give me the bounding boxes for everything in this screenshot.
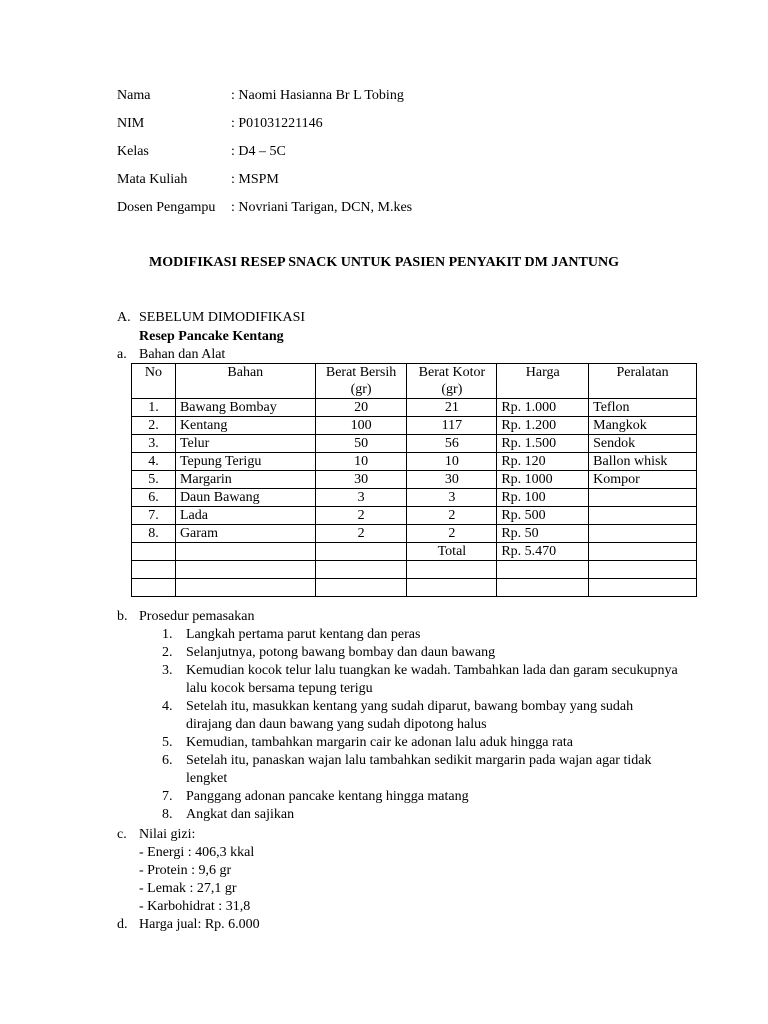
cell-peralatan — [589, 489, 697, 507]
list-item — [162, 644, 682, 662]
table-header-row — [132, 364, 697, 399]
table-row — [132, 489, 697, 507]
list-item — [162, 626, 682, 644]
list-item — [162, 734, 682, 752]
cell-no — [132, 561, 176, 579]
table-row — [132, 417, 697, 435]
header-bahan: Bahan — [175, 364, 315, 399]
cell-harga: Rp. 5.470 — [497, 543, 589, 561]
step-number: 7. — [162, 789, 173, 804]
cell-bahan — [175, 579, 315, 597]
info-value: : D4 – 5C — [231, 144, 286, 159]
cell-berat-kotor: Total — [407, 543, 497, 561]
cell-berat-kotor: 3 — [407, 489, 497, 507]
cell-harga: Rp. 120 — [497, 453, 589, 471]
cell-berat-bersih: 50 — [315, 435, 407, 453]
cell-harga: Rp. 500 — [497, 507, 589, 525]
cell-bahan: Kentang — [175, 417, 315, 435]
info-row-dosen — [117, 199, 412, 217]
step-text: Langkah pertama parut kentang dan peras — [186, 627, 421, 642]
cell-berat-bersih: 30 — [315, 471, 407, 489]
part-b-marker: b. — [117, 609, 128, 624]
cell-berat-bersih: 3 — [315, 489, 407, 507]
cell-bahan: Bawang Bombay — [175, 399, 315, 417]
cell-harga: Rp. 1.000 — [497, 399, 589, 417]
step-text: Kemudian, tambahkan margarin cair ke adonan lalu aduk hingga rata — [186, 735, 573, 750]
cell-berat-bersih: 10 — [315, 453, 407, 471]
cell-peralatan: Mangkok — [589, 417, 697, 435]
list-item — [162, 662, 682, 698]
step-number: 2. — [162, 645, 173, 660]
info-value: : Naomi Hasianna Br L Tobing — [231, 88, 404, 103]
list-item — [162, 752, 682, 788]
cell-bahan: Margarin — [175, 471, 315, 489]
cell-harga: Rp. 1.200 — [497, 417, 589, 435]
step-number: 4. — [162, 699, 173, 714]
nutrition-fat: - Lemak : 27,1 gr — [139, 881, 237, 896]
part-c-marker: c. — [117, 827, 127, 842]
cell-bahan: Daun Bawang — [175, 489, 315, 507]
info-label: Dosen Pengampu — [117, 200, 216, 215]
cell-berat-kotor: 21 — [407, 399, 497, 417]
info-value: : MSPM — [231, 172, 279, 187]
table-row — [132, 543, 697, 561]
cell-berat-bersih: 2 — [315, 525, 407, 543]
step-text: Kemudian kocok telur lalu tuangkan ke wadah. Tambahkan lada dan garam secukupnya lalu kocok bersama tepung terigu — [186, 663, 678, 696]
cell-harga: Rp. 100 — [497, 489, 589, 507]
part-b-label: Prosedur pemasakan — [139, 609, 255, 624]
cell-berat-kotor: 10 — [407, 453, 497, 471]
part-c-label: Nilai gizi: — [139, 827, 196, 842]
selling-price: Harga jual: Rp. 6.000 — [139, 917, 260, 932]
cell-peralatan: Ballon whisk — [589, 453, 697, 471]
cell-no — [132, 543, 176, 561]
info-label: Kelas — [117, 144, 149, 159]
cell-no: 2. — [132, 417, 176, 435]
section-a-heading: SEBELUM DIMODIFIKASI — [139, 310, 306, 325]
cell-no: 4. — [132, 453, 176, 471]
step-text: Panggang adonan pancake kentang hingga matang — [186, 789, 469, 804]
cell-berat-bersih — [315, 561, 407, 579]
cell-peralatan: Teflon — [589, 399, 697, 417]
info-row-mata-kuliah — [117, 171, 279, 189]
cell-harga: Rp. 50 — [497, 525, 589, 543]
cell-no — [132, 579, 176, 597]
recipe-title: Resep Pancake Kentang — [139, 329, 284, 344]
step-number: 1. — [162, 627, 173, 642]
cell-berat-kotor: 56 — [407, 435, 497, 453]
step-text: Setelah itu, masukkan kentang yang sudah diparut, bawang bombay yang sudah dirajang dan daun bawang yang sudah dipotong halus — [186, 699, 634, 732]
table-row — [132, 399, 697, 417]
procedure-steps — [162, 626, 682, 824]
cell-berat-bersih: 100 — [315, 417, 407, 435]
table-row — [132, 561, 697, 579]
info-row-kelas — [117, 143, 286, 161]
step-text: Angkat dan sajikan — [186, 807, 295, 822]
step-number: 5. — [162, 735, 173, 750]
cell-peralatan — [589, 543, 697, 561]
cell-peralatan — [589, 525, 697, 543]
cell-berat-bersih: 20 — [315, 399, 407, 417]
cell-berat-kotor — [407, 579, 497, 597]
nutrition-energy: - Energi : 406,3 kkal — [139, 845, 255, 860]
info-row-nim — [117, 115, 323, 133]
step-text: Setelah itu, panaskan wajan lalu tambahkan sedikit margarin pada wajan agar tidak lengket — [186, 753, 652, 786]
cell-bahan: Tepung Terigu — [175, 453, 315, 471]
list-item — [162, 806, 682, 824]
document-title: MODIFIKASI RESEP SNACK UNTUK PASIEN PENYAKIT DM JANTUNG — [149, 255, 619, 270]
table-row — [132, 471, 697, 489]
table-row — [132, 453, 697, 471]
info-row-nama — [117, 87, 404, 105]
cell-berat-kotor: 2 — [407, 525, 497, 543]
header-berat-kotor: Berat Kotor (gr) — [407, 364, 497, 399]
cell-no: 6. — [132, 489, 176, 507]
cell-peralatan — [589, 507, 697, 525]
cell-bahan — [175, 543, 315, 561]
cell-berat-bersih — [315, 579, 407, 597]
header-harga: Harga — [497, 364, 589, 399]
table-row — [132, 507, 697, 525]
cell-berat-bersih — [315, 543, 407, 561]
part-a-marker: a. — [117, 347, 127, 362]
cell-harga — [497, 561, 589, 579]
table-row — [132, 435, 697, 453]
step-number: 6. — [162, 753, 173, 768]
header-berat-bersih: Berat Bersih (gr) — [315, 364, 407, 399]
cell-bahan: Telur — [175, 435, 315, 453]
table-row — [132, 579, 697, 597]
cell-no: 5. — [132, 471, 176, 489]
step-number: 8. — [162, 807, 173, 822]
step-text: Selanjutnya, potong bawang bombay dan daun bawang — [186, 645, 496, 660]
nutrition-protein: - Protein : 9,6 gr — [139, 863, 232, 878]
info-label: Mata Kuliah — [117, 172, 188, 187]
section-a-marker: A. — [117, 310, 131, 325]
cell-peralatan: Kompor — [589, 471, 697, 489]
cell-harga: Rp. 1000 — [497, 471, 589, 489]
header-peralatan: Peralatan — [589, 364, 697, 399]
cell-bahan: Garam — [175, 525, 315, 543]
cell-berat-bersih: 2 — [315, 507, 407, 525]
cell-bahan: Lada — [175, 507, 315, 525]
list-item — [162, 788, 682, 806]
header-no: No — [132, 364, 176, 399]
cell-harga — [497, 579, 589, 597]
step-number: 3. — [162, 663, 173, 678]
list-item — [162, 698, 682, 734]
ingredients-table — [131, 363, 697, 597]
nutrition-carbohydrate: - Karbohidrat : 31,8 — [139, 899, 251, 914]
part-a-label: Bahan dan Alat — [139, 347, 226, 362]
info-label: Nama — [117, 88, 151, 103]
info-value: : Novriani Tarigan, DCN, M.kes — [231, 200, 413, 215]
cell-berat-kotor: 2 — [407, 507, 497, 525]
cell-no: 7. — [132, 507, 176, 525]
cell-peralatan — [589, 561, 697, 579]
part-d-marker: d. — [117, 917, 128, 932]
cell-peralatan — [589, 579, 697, 597]
table-body — [132, 399, 697, 597]
info-value: : P01031221146 — [231, 116, 323, 131]
cell-berat-kotor: 30 — [407, 471, 497, 489]
cell-berat-kotor — [407, 561, 497, 579]
cell-no: 3. — [132, 435, 176, 453]
info-label: NIM — [117, 116, 145, 131]
cell-no: 8. — [132, 525, 176, 543]
cell-harga: Rp. 1.500 — [497, 435, 589, 453]
table-row — [132, 525, 697, 543]
cell-berat-kotor: 117 — [407, 417, 497, 435]
cell-no: 1. — [132, 399, 176, 417]
cell-peralatan: Sendok — [589, 435, 697, 453]
cell-bahan — [175, 561, 315, 579]
